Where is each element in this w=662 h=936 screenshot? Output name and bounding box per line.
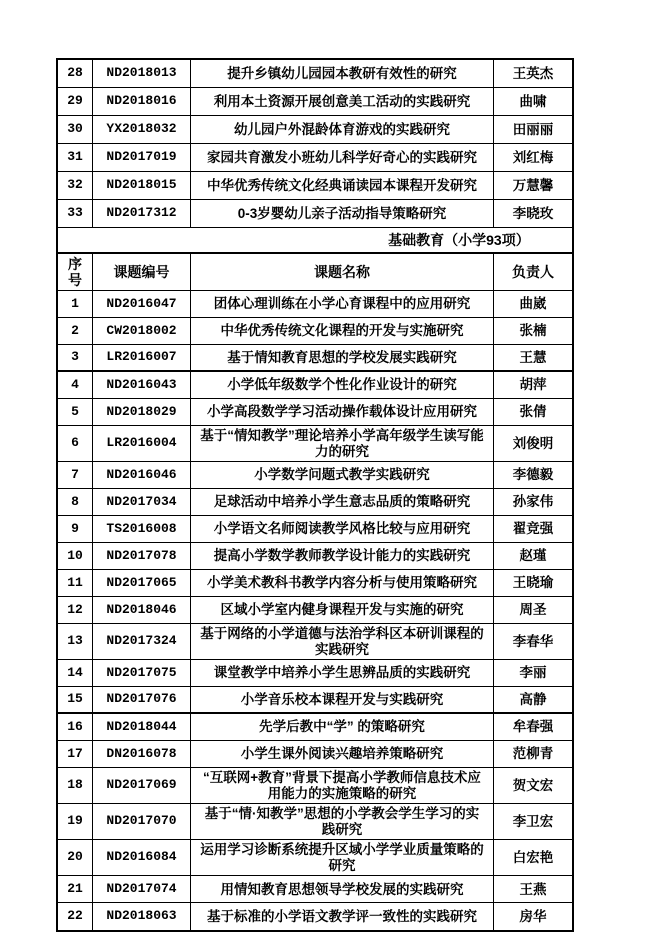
table-row	[58, 88, 572, 116]
project-code-cell: ND2018029	[93, 399, 191, 425]
table-row	[58, 172, 572, 200]
table-header-row	[58, 254, 572, 291]
row-number-cell: 14	[58, 660, 93, 686]
project-title-cell: 基于“情·知教学”思想的小学教会学生学习的实践研究	[191, 804, 494, 839]
project-code-cell: ND2016046	[93, 462, 191, 488]
row-number-cell: 12	[58, 597, 93, 623]
row-number-cell: 22	[58, 903, 93, 930]
table-row	[58, 876, 572, 903]
project-title-cell: 基于标准的小学语文教学评一致性的实践研究	[191, 903, 494, 930]
row-number-cell: 15	[58, 687, 93, 712]
table-row	[58, 426, 572, 462]
project-title-cell: 小学美术教科书教学内容分析与使用策略研究	[191, 570, 494, 596]
table-row	[58, 345, 572, 372]
leader-name-cell: 胡萍	[519, 377, 547, 393]
project-code-cell: ND2016043	[93, 372, 191, 398]
column-header-code: 课题编号	[93, 254, 191, 290]
column-header-no: 序号	[58, 254, 93, 290]
project-title-cell: 运用学习诊断系统提升区域小学学业质量策略的研究	[191, 840, 494, 875]
project-code-cell: ND2017312	[93, 200, 191, 227]
leader-name-cell: 翟竞强	[512, 521, 554, 537]
project-title-cell: 基于情知教育思想的学校发展实践研究	[191, 345, 494, 370]
project-title-cell: 中华优秀传统文化经典诵读园本课程开发研究	[191, 172, 494, 199]
row-number-cell: 16	[58, 714, 93, 740]
leader-name-cell: 房华	[519, 909, 547, 925]
kindergarten-rows-group	[58, 60, 572, 228]
project-code-cell: TS2016008	[93, 516, 191, 542]
project-code-cell: LR2016007	[93, 345, 191, 370]
project-title-cell: 先学后教中“学” 的策略研究	[191, 714, 494, 740]
leader-name-cell: 张倩	[519, 404, 547, 420]
leader-name-cell: 王慧	[519, 349, 547, 365]
project-title-cell: 小学低年级数学个性化作业设计的研究	[191, 372, 494, 398]
row-number-cell: 5	[58, 399, 93, 425]
project-title-cell: “互联网+教育”背景下提高小学教师信息技术应用能力的实施策略的研究	[191, 768, 494, 803]
row-number-cell: 20	[58, 840, 93, 875]
row-number-cell: 7	[58, 462, 93, 488]
table-row	[58, 60, 572, 88]
project-code-cell: ND2017070	[93, 804, 191, 839]
project-title-cell: 小学高段数学学习活动操作载体设计应用研究	[191, 399, 494, 425]
table-row	[58, 570, 572, 597]
table-row	[58, 714, 572, 741]
column-header-title: 课题名称	[191, 254, 494, 290]
row-number-cell: 19	[58, 804, 93, 839]
project-title-cell: 小学生课外阅读兴趣培养策略研究	[191, 741, 494, 767]
table-row	[58, 687, 572, 714]
leader-name-cell: 曲啸	[519, 93, 547, 109]
column-header-leader: 负责人	[512, 264, 554, 281]
project-code-cell: YX2018032	[93, 116, 191, 143]
project-code-cell: ND2017065	[93, 570, 191, 596]
project-title-cell: 区域小学室内健身课程开发与实施的研究	[191, 597, 494, 623]
leader-name-cell: 刘俊明	[512, 435, 554, 451]
project-code-cell: ND2017069	[93, 768, 191, 803]
row-number-cell: 33	[58, 200, 93, 227]
project-title-cell: 足球活动中培养小学生意志品质的策略研究	[191, 489, 494, 515]
project-code-cell: ND2017074	[93, 876, 191, 902]
table-row	[58, 804, 572, 840]
table-row	[58, 144, 572, 172]
project-title-cell: 利用本土资源开展创意美工活动的实践研究	[191, 88, 494, 115]
project-title-cell: 小学音乐校本课程开发与实践研究	[191, 687, 494, 712]
row-number-cell: 29	[58, 88, 93, 115]
table-row	[58, 840, 572, 876]
table-row	[58, 399, 572, 426]
project-code-cell: ND2016047	[93, 291, 191, 317]
row-number-cell: 8	[58, 489, 93, 515]
project-code-cell: ND2018015	[93, 172, 191, 199]
row-number-cell: 28	[58, 60, 93, 87]
project-title-cell: 提高小学数学教师教学设计能力的实践研究	[191, 543, 494, 569]
leader-name-cell: 李春华	[512, 633, 554, 649]
project-title-cell: 基于“情知教学”理论培养小学高年级学生读写能力的研究	[191, 426, 494, 461]
project-code-cell: ND2018046	[93, 597, 191, 623]
leader-name-cell: 孙家伟	[512, 494, 554, 510]
project-title-cell: 0-3岁婴幼儿亲子活动指导策略研究	[191, 200, 494, 227]
row-number-cell: 1	[58, 291, 93, 317]
project-code-cell: ND2017078	[93, 543, 191, 569]
table-row	[58, 768, 572, 804]
row-number-cell: 30	[58, 116, 93, 143]
row-number-cell: 3	[58, 345, 93, 370]
leader-name-cell: 范柳青	[512, 746, 554, 762]
leader-name-cell: 王燕	[519, 881, 547, 897]
project-title-cell: 小学语文名师阅读教学风格比较与应用研究	[191, 516, 494, 542]
row-number-cell: 31	[58, 144, 93, 171]
leader-name-cell: 张楠	[519, 323, 547, 339]
table-row	[58, 291, 572, 318]
leader-name-cell: 曲崴	[519, 296, 547, 312]
table-row	[58, 516, 572, 543]
project-code-cell: ND2018063	[93, 903, 191, 930]
table-row	[58, 903, 572, 930]
leader-name-cell: 周圣	[519, 602, 547, 618]
leader-name-cell: 刘红梅	[512, 149, 554, 165]
section-title: 基础教育（小学93项）	[388, 232, 530, 248]
row-number-cell: 32	[58, 172, 93, 199]
row-number-cell: 2	[58, 318, 93, 344]
row-number-cell: 4	[58, 372, 93, 398]
project-title-cell: 团体心理训练在小学心育课程中的应用研究	[191, 291, 494, 317]
projects-table	[56, 58, 574, 932]
table-row	[58, 597, 572, 624]
leader-name-cell: 李晓玫	[512, 205, 554, 221]
project-code-cell: ND2018013	[93, 60, 191, 87]
leader-name-cell: 王晓瑜	[512, 575, 554, 591]
project-title-cell: 小学数学问题式教学实践研究	[191, 462, 494, 488]
project-title-cell: 幼儿园户外混龄体育游戏的实践研究	[191, 116, 494, 143]
row-number-cell: 18	[58, 768, 93, 803]
project-code-cell: ND2018044	[93, 714, 191, 740]
table-row	[58, 741, 572, 768]
table-row	[58, 372, 572, 399]
section-header-row	[58, 228, 572, 254]
project-code-cell: ND2016084	[93, 840, 191, 875]
leader-name-cell: 田丽丽	[512, 121, 554, 137]
table-row	[58, 116, 572, 144]
row-number-cell: 6	[58, 426, 93, 461]
project-code-cell: ND2017324	[93, 624, 191, 659]
project-title-cell: 提升乡镇幼儿园园本教研有效性的研究	[191, 60, 494, 87]
leader-name-cell: 贺文宏	[512, 778, 554, 793]
row-number-cell: 17	[58, 741, 93, 767]
project-code-cell: CW2018002	[93, 318, 191, 344]
project-code-cell: LR2016004	[93, 426, 191, 461]
leader-name-cell: 赵瑾	[519, 548, 547, 564]
leader-name-cell: 白宏艳	[512, 850, 554, 866]
table-row	[58, 462, 572, 489]
project-code-cell: ND2017075	[93, 660, 191, 686]
table-row	[58, 318, 572, 345]
row-number-cell: 9	[58, 516, 93, 542]
project-code-cell: ND2018016	[93, 88, 191, 115]
leader-name-cell: 李丽	[519, 665, 547, 681]
leader-name-cell: 王英杰	[512, 65, 554, 81]
leader-name-cell: 李卫宏	[512, 814, 554, 830]
project-code-cell: ND2017034	[93, 489, 191, 515]
leader-name-cell: 牟春强	[512, 719, 554, 735]
table-row	[58, 543, 572, 570]
project-code-cell: DN2016078	[93, 741, 191, 767]
table-row	[58, 200, 572, 228]
project-title-cell: 课堂教学中培养小学生思辨品质的实践研究	[191, 660, 494, 686]
row-number-cell: 10	[58, 543, 93, 569]
row-number-cell: 11	[58, 570, 93, 596]
primary-rows-group	[58, 291, 572, 930]
row-number-cell: 21	[58, 876, 93, 902]
project-title-cell: 用情知教育思想领导学校发展的实践研究	[191, 876, 494, 902]
row-number-cell: 13	[58, 624, 93, 659]
table-row	[58, 624, 572, 660]
leader-name-cell: 李德毅	[512, 467, 554, 483]
leader-name-cell: 高静	[519, 691, 547, 707]
project-title-cell: 基于网络的小学道德与法治学科区本研训课程的实践研究	[191, 624, 494, 659]
table-row	[58, 489, 572, 516]
leader-name-cell: 万慧馨	[512, 177, 554, 193]
project-code-cell: ND2017019	[93, 144, 191, 171]
table-row	[58, 660, 572, 687]
project-title-cell: 家园共育激发小班幼儿科学好奇心的实践研究	[191, 144, 494, 171]
project-code-cell: ND2017076	[93, 687, 191, 712]
project-title-cell: 中华优秀传统文化课程的开发与实施研究	[191, 318, 494, 344]
